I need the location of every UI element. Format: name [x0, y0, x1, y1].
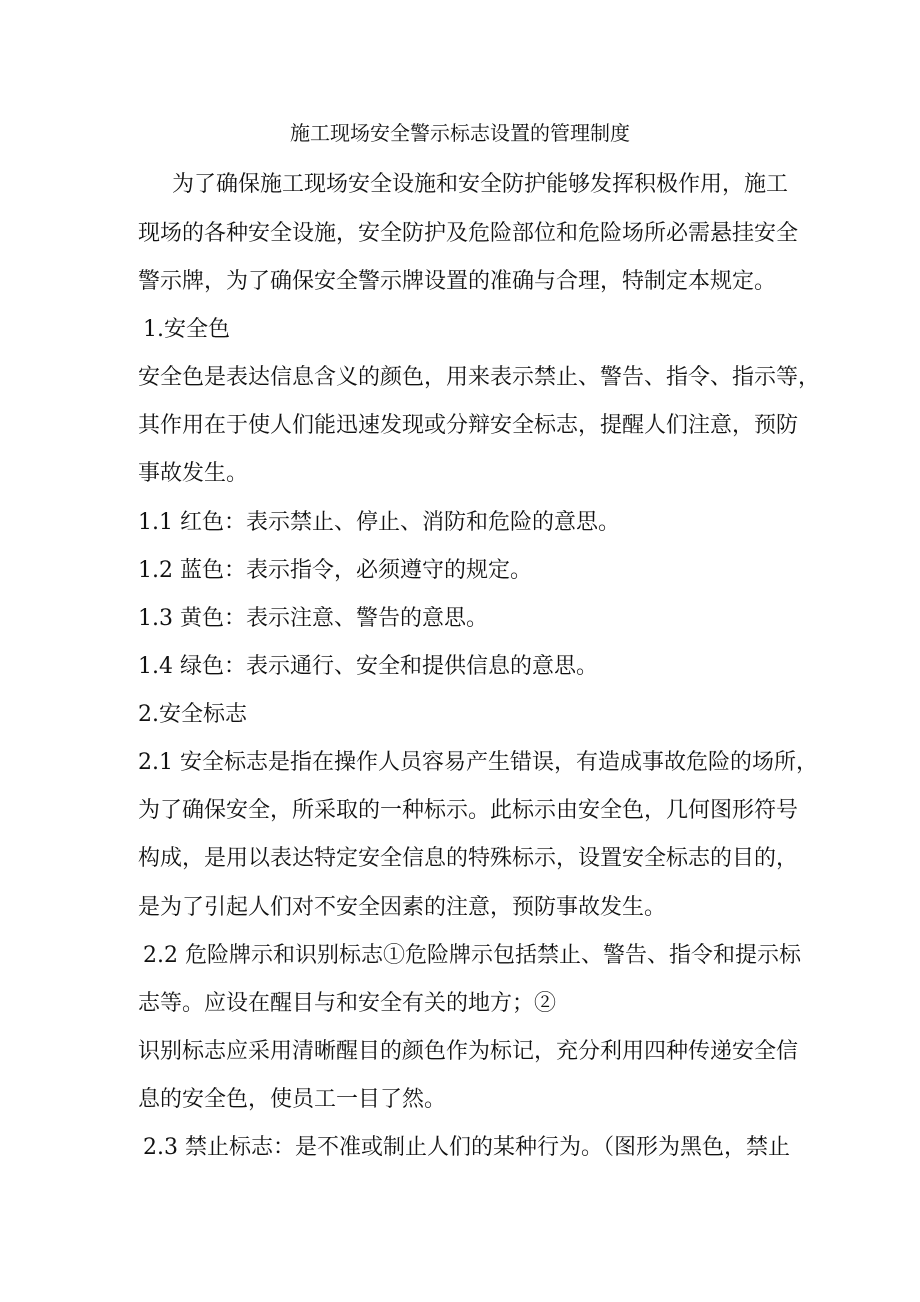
list-item: 1.4 绿色：表示通行、安全和提供信息的意思。 — [138, 654, 598, 679]
list-item: 1.2 蓝色：表示指令，必须遵守的规定。 — [138, 558, 532, 583]
paragraph-line: 2.1 安全标志是指在操作人员容易产生错误，有造成事故危险的场所， — [138, 750, 818, 775]
paragraph-line: 息的安全色，使员工一目了然。 — [138, 1087, 447, 1112]
paragraph-line: 构成，是用以表达特定安全信息的特殊标示，设置安全标志的目的， — [138, 846, 799, 871]
paragraph-line: 识别标志应采用清晰醒目的颜色作为标记，充分利用四种传递安全信 — [138, 1039, 799, 1064]
paragraph-line: 为了确保安全，所采取的一种标示。此标示由安全色，几何图形符号 — [138, 798, 799, 823]
paragraph-line: 是为了引起人们对不安全因素的注意，预防事故发生。 — [138, 895, 667, 920]
list-item: 1.1 红色：表示禁止、停止、消防和危险的意思。 — [138, 510, 620, 535]
paragraph-line: 警示牌，为了确保安全警示牌设置的准确与合理，特制定本规定。 — [138, 269, 777, 294]
paragraph-line: 为了确保施工现场安全设施和安全防护能够发挥积极作用，施工 — [172, 172, 789, 197]
paragraph-line: 其作用在于使人们能迅速发现或分辩安全标志，提醒人们注意，预防 — [138, 413, 799, 438]
paragraph-line: 安全色是表达信息含义的颜色，用来表示禁止、警告、指令、指示等， — [138, 365, 821, 390]
document-title: 施工现场安全警示标志设置的管理制度 — [290, 121, 630, 145]
section-heading: 1.安全色 — [143, 317, 230, 342]
list-item: 1.3 黄色：表示注意、警告的意思。 — [138, 606, 488, 631]
paragraph-line: 事故发生。 — [138, 461, 249, 486]
paragraph-line: 志等。应设在醒目与和安全有关的地方；② — [138, 991, 557, 1016]
paragraph-line: 现场的各种安全设施，安全防护及危险部位和危险场所必需悬挂安全 — [138, 221, 799, 246]
paragraph-line: 2.2 危险牌示和识别标志①危险牌示包括禁止、警告、指令和提示标 — [143, 943, 801, 968]
section-heading: 2.安全标志 — [138, 702, 247, 727]
paragraph-line: 2.3 禁止标志：是不准或制止人们的某种行为。（图形为黑色，禁止 — [143, 1135, 790, 1160]
